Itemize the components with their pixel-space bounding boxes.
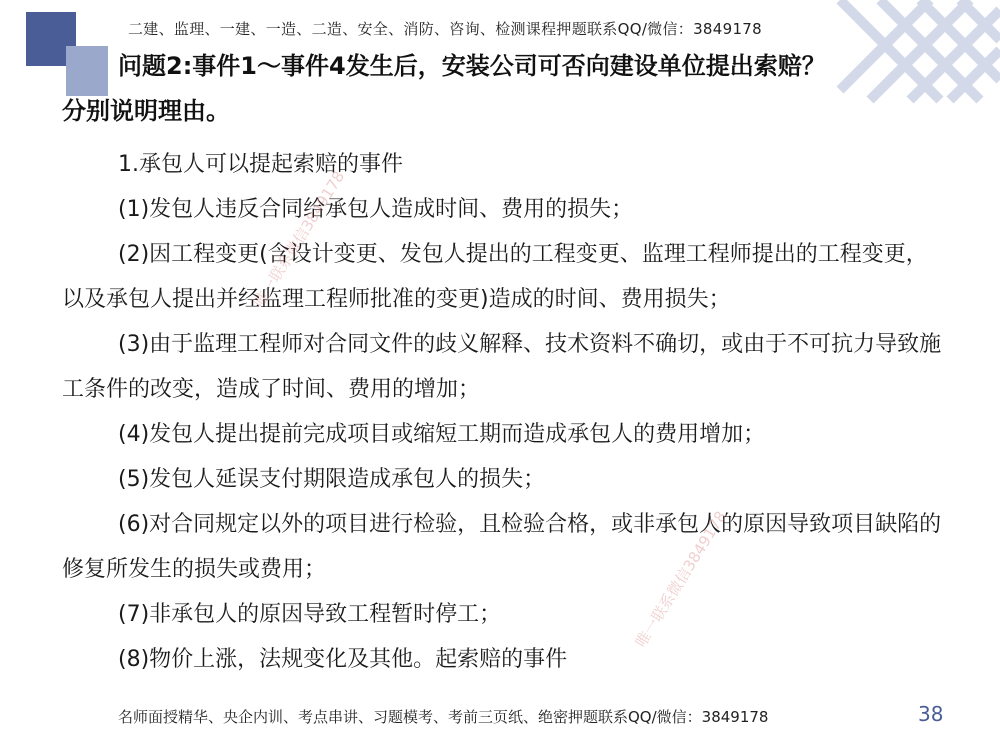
question-title: 问题2:事件1～事件4发生后，安装公司可否向建设单位提出索赔？ bbox=[118, 52, 826, 80]
question-title-continued: 分别说明理由。 bbox=[62, 97, 230, 125]
answer-item-4: (4)发包人提出提前完成项目或缩短工期而造成承包人的费用增加； bbox=[118, 422, 766, 447]
decorative-square-light bbox=[66, 46, 108, 96]
answer-item-7: (7)非承包人的原因导致工程暂时停工； bbox=[118, 602, 502, 627]
answer-item-8: (8)物价上涨，法规变化及其他。起索赔的事件 bbox=[118, 647, 568, 672]
watermark: 唯一联系微信3849178 bbox=[249, 167, 349, 311]
answer-item-5: (5)发包人延误支付期限造成承包人的损失； bbox=[118, 467, 546, 492]
watermark: 唯一联系微信3849178 bbox=[631, 507, 731, 651]
answer-heading: 1.承包人可以提起索赔的事件 bbox=[118, 152, 403, 177]
answer-item-1: (1)发包人违反合同给承包人造成时间、费用的损失； bbox=[118, 197, 634, 222]
header-banner: 二建、监理、一建、一造、二造、安全、消防、咨询、检测课程押题联系QQ/微信：3849178 bbox=[128, 20, 762, 38]
page-number: 38 bbox=[918, 702, 944, 726]
answer-item-6: (6)对合同规定以外的项目进行检验，且检验合格，或非承包人的原因导致项目缺陷的修复所发生的损失或费用； bbox=[62, 512, 942, 582]
answer-item-3: (3)由于监理工程师对合同文件的歧义解释、技术资料不确切，或由于不可抗力导致施工条件的改变，造成了时间、费用的增加； bbox=[62, 332, 942, 402]
answer-body bbox=[62, 142, 942, 682]
footer-banner: 名师面授精华、央企内训、考点串讲、习题模考、考前三页纸、绝密押题联系QQ/微信：3849178 bbox=[118, 708, 769, 726]
answer-item-2: (2)因工程变更(含设计变更、发包人提出的工程变更、监理工程师提出的工程变更，以及承包人提出并经监理工程师批准的变更)造成的时间、费用损失； bbox=[62, 242, 928, 312]
